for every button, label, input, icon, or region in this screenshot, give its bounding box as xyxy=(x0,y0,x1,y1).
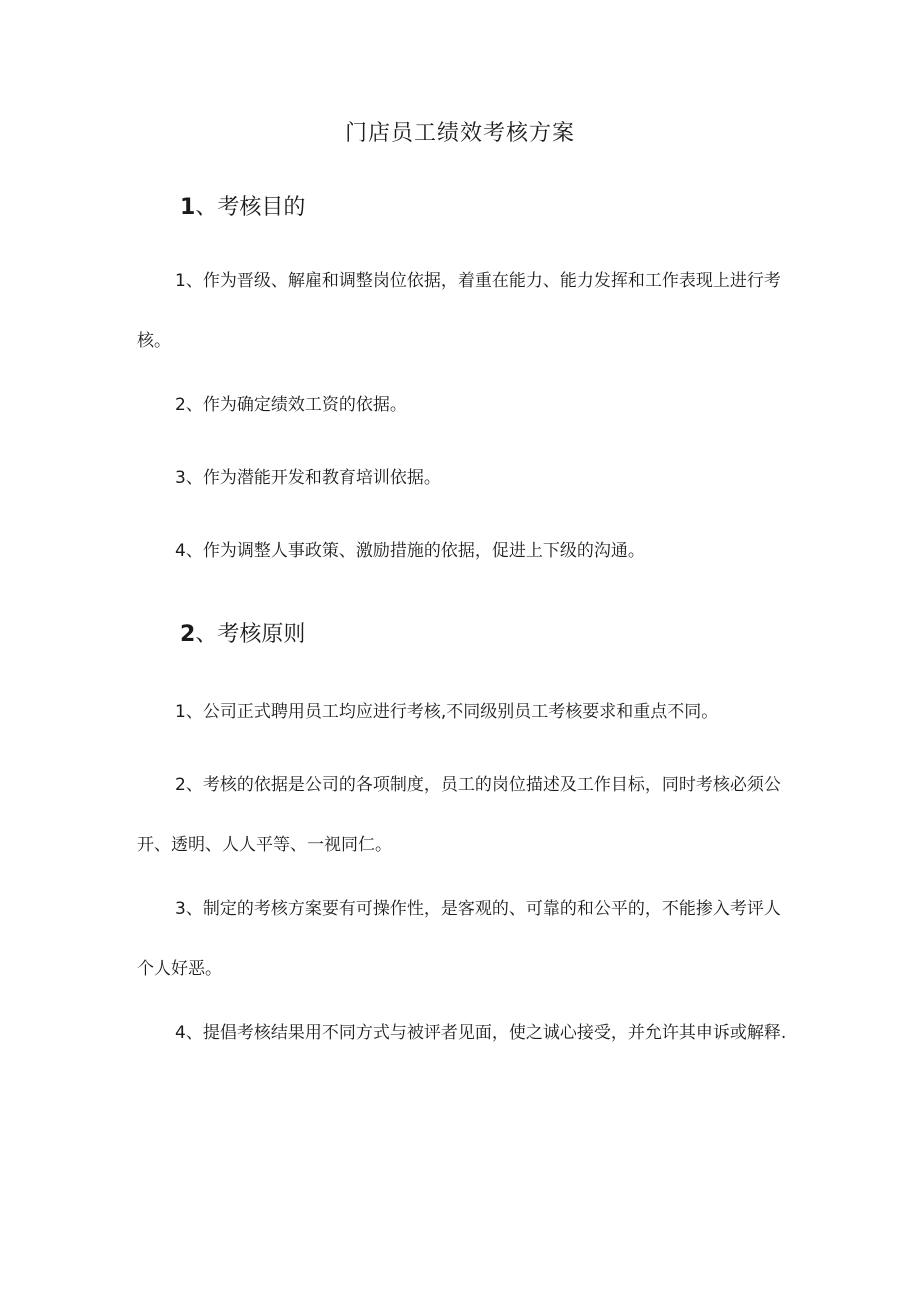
section-number: 1 xyxy=(180,195,196,220)
paragraph-principle-3: 3、制定的考核方案要有可操作性，是客观的、可靠的和公平的，不能掺入考评人个人好恶。 xyxy=(137,899,781,979)
section-title: 、考核原则 xyxy=(195,622,306,647)
section-number: 2 xyxy=(180,622,196,647)
paragraph-principle-4: 4、提倡考核结果用不同方式与被评者见面，使之诚心接受，并允许其申诉或解释. xyxy=(175,1023,787,1043)
paragraph-purpose-2: 2、作为确定绩效工资的依据。 xyxy=(175,395,407,415)
section-heading-principles xyxy=(180,618,305,652)
document-title: 门店员工绩效考核方案 xyxy=(344,121,575,146)
section-heading-purpose xyxy=(180,191,305,225)
paragraph-principle-1: 1、公司正式聘用员工均应进行考核,不同级别员工考核要求和重点不同。 xyxy=(175,702,719,722)
paragraph-purpose-1: 1、作为晋级、解雇和调整岗位依据，着重在能力、能力发挥和工作表现上进行考核。 xyxy=(137,271,781,351)
paragraph-purpose-4: 4、作为调整人事政策、激励措施的依据，促进上下级的沟通。 xyxy=(175,541,645,561)
section-title: 、考核目的 xyxy=(195,195,306,220)
paragraph-purpose-3: 3、作为潜能开发和教育培训依据。 xyxy=(175,468,441,488)
paragraph-principle-2: 2、考核的依据是公司的各项制度，员工的岗位描述及工作目标，同时考核必须公开、透明、人人平等、一视同仁。 xyxy=(137,775,781,855)
